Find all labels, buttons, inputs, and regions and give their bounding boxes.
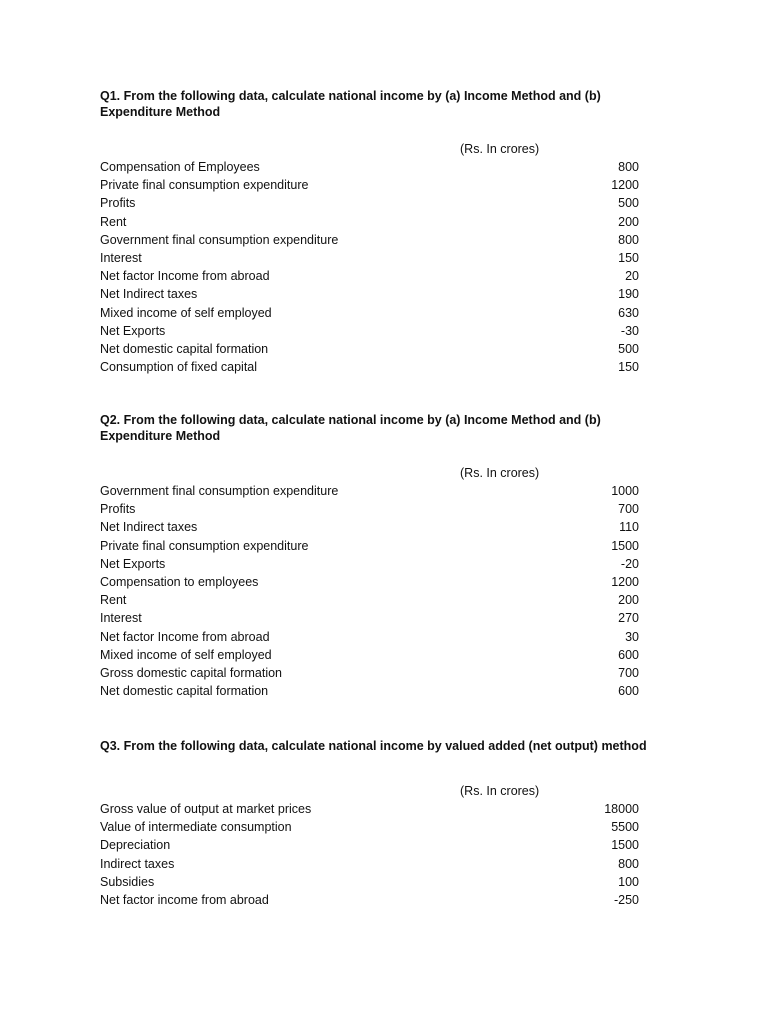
row-label: Net Exports	[100, 323, 166, 338]
row-label: Net Exports	[100, 556, 166, 571]
table-row	[100, 818, 660, 836]
row-value: 200	[618, 214, 639, 229]
row-label: Government final consumption expenditure	[100, 484, 339, 498]
row-value: 500	[618, 196, 639, 211]
table-row	[100, 664, 660, 682]
table-row	[100, 249, 660, 267]
row-label: Net Indirect taxes	[100, 520, 198, 535]
row-value: 200	[618, 593, 639, 608]
table-row	[100, 800, 660, 818]
row-value: 190	[618, 287, 639, 302]
row-label: Rent	[100, 214, 127, 229]
row-value: 600	[618, 684, 639, 699]
row-label: Interest	[100, 611, 142, 626]
table-row	[100, 482, 660, 500]
table-row	[100, 628, 660, 646]
row-label: Net factor Income from abroad	[100, 629, 270, 644]
row-value: 100	[618, 874, 639, 889]
row-label: Private final consumption expenditure	[100, 538, 309, 553]
row-label: Profits	[100, 196, 136, 211]
row-value: -30	[620, 323, 639, 338]
row-label: Net Indirect taxes	[100, 287, 198, 302]
table-row	[100, 231, 660, 249]
question-1	[100, 88, 660, 376]
question-3-title: Q3. From the following data, calculate national income by valued added (net output) method	[100, 739, 647, 753]
table-row	[100, 555, 660, 573]
row-label: Private final consumption expenditure	[100, 178, 309, 193]
table-row	[100, 591, 660, 609]
row-label: Net domestic capital formation	[100, 341, 269, 356]
table-row	[100, 855, 660, 873]
row-value: 110	[619, 520, 639, 535]
row-label: Gross domestic capital formation	[100, 665, 283, 680]
question-2-data-table	[100, 482, 660, 700]
row-value: 1500	[611, 538, 639, 553]
table-row	[100, 609, 660, 627]
question-3-units	[100, 782, 660, 800]
table-row	[100, 340, 660, 358]
table-row	[100, 194, 660, 212]
question-3-data-table	[100, 800, 660, 909]
row-value: 1200	[611, 178, 639, 193]
question-2	[100, 412, 660, 700]
row-value: -20	[620, 556, 639, 571]
table-row	[100, 646, 660, 664]
row-value: 270	[618, 611, 639, 626]
table-row	[100, 518, 660, 536]
row-value: 150	[618, 250, 639, 265]
row-value: 630	[618, 305, 639, 320]
row-label: Rent	[100, 593, 127, 608]
row-value: 1500	[611, 838, 639, 853]
units-label: (Rs. In crores)	[460, 142, 540, 156]
row-label: Net factor income from abroad	[100, 892, 269, 907]
row-value: 700	[618, 502, 639, 517]
table-row	[100, 836, 660, 854]
question-1-title: Q1. From the following data, calculate national income by (a) Income Method and (b) Expenditure Method	[100, 89, 601, 119]
row-label: Consumption of fixed capital	[100, 360, 258, 375]
row-label: Subsidies	[100, 874, 155, 889]
row-label: Indirect taxes	[100, 856, 175, 871]
question-1-data-table	[100, 158, 660, 376]
question-2-title: Q2. From the following data, calculate national income by (a) Income Method and (b) Expenditure Method	[100, 413, 601, 443]
row-value: 18000	[604, 802, 639, 816]
table-row	[100, 267, 660, 285]
row-value: -250	[613, 892, 639, 907]
row-value: 800	[618, 856, 639, 871]
table-row	[100, 573, 660, 591]
table-row	[100, 322, 660, 340]
question-1-units	[100, 140, 660, 158]
row-label: Interest	[100, 250, 142, 265]
row-value: 150	[618, 360, 639, 375]
row-value: 500	[618, 341, 639, 356]
row-label: Depreciation	[100, 838, 171, 853]
table-row	[100, 158, 660, 176]
table-row	[100, 873, 660, 891]
table-row	[100, 358, 660, 376]
row-value: 20	[625, 269, 639, 284]
row-value: 5500	[611, 820, 639, 835]
row-value: 1000	[611, 484, 639, 498]
table-row	[100, 176, 660, 194]
table-row	[100, 304, 660, 322]
row-label: Profits	[100, 502, 136, 517]
row-label: Compensation of Employees	[100, 160, 260, 174]
question-2-units	[100, 464, 660, 482]
row-label: Net domestic capital formation	[100, 684, 269, 699]
table-row	[100, 285, 660, 303]
table-row	[100, 891, 660, 909]
table-row	[100, 537, 660, 555]
row-label: Government final consumption expenditure	[100, 232, 339, 247]
row-value: 30	[625, 629, 639, 644]
row-label: Net factor Income from abroad	[100, 269, 270, 284]
row-label: Value of intermediate consumption	[100, 820, 292, 835]
table-row	[100, 500, 660, 518]
row-value: 600	[618, 647, 639, 662]
row-label: Gross value of output at market prices	[100, 802, 312, 816]
row-value: 800	[618, 160, 639, 174]
table-row	[100, 682, 660, 700]
units-label: (Rs. In crores)	[460, 784, 540, 798]
row-value: 700	[618, 665, 639, 680]
row-value: 800	[618, 232, 639, 247]
row-label: Compensation to employees	[100, 574, 259, 589]
row-value: 1200	[611, 574, 639, 589]
row-label: Mixed income of self employed	[100, 305, 272, 320]
table-row	[100, 213, 660, 231]
row-label: Mixed income of self employed	[100, 647, 272, 662]
question-3	[100, 738, 660, 909]
units-label: (Rs. In crores)	[460, 466, 540, 480]
